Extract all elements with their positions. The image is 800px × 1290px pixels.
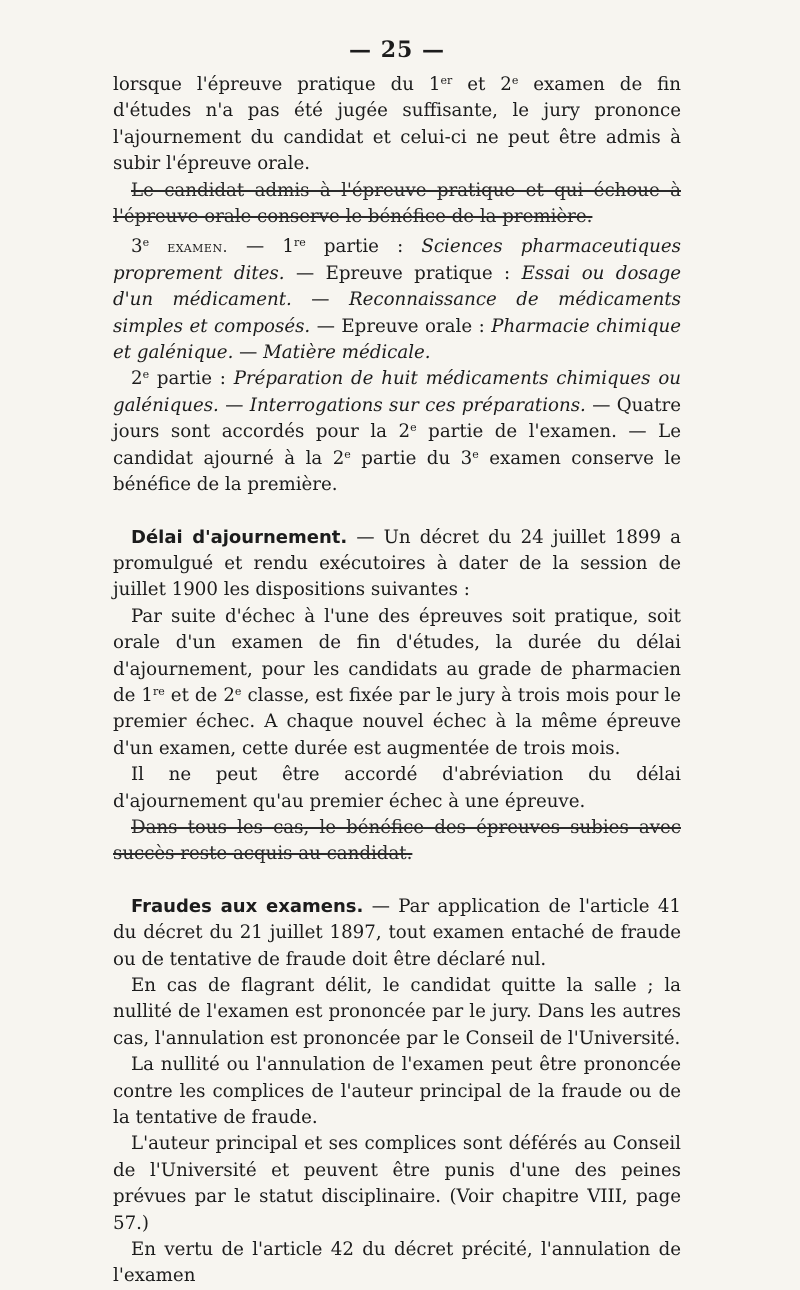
exam3-part2-rest-1: — Quatre jours sont accordés pour la 2 [113, 394, 681, 443]
exam3-part2-rest-sup-1: e [410, 421, 417, 435]
delai-sup-2: e [234, 684, 242, 698]
exam3-oral-1: Pharmacie chimique et galénique. [113, 315, 681, 364]
fraudes-text-1: — Par application de l'article 41 du décret du 21 juillet 1897, tout examen entaché de fraude ou de tentative de fraude doit être déclaré nul. [113, 895, 681, 970]
exam3-part1-dash: — 1 [227, 236, 294, 258]
delai-text-1: — Un décret du 24 juillet 1899 a promulgué et rendu exécutoires à dater de la session de juillet 1900 les dispositions suivantes : [113, 526, 682, 601]
intro-sup-2: e [511, 74, 519, 87]
intro-sup-1: er [440, 74, 453, 87]
exam3-label: examen. [167, 238, 228, 257]
delai-text-2b: et de 2 [164, 684, 235, 706]
fraudes-paragraph-4: L'auteur principal et ses complices sont déférés au Conseil de l'Université et peuvent être punis d'une des peines prévues par le statut disciplinaire. (Voir chapitre VIII, page 57.) [113, 1133, 681, 1234]
fraudes-paragraph-5: En vertu de l'article 42 du décret précité, l'annulation de l'examen [113, 1239, 681, 1287]
exam3-oral-2: Matière médicale. [263, 342, 431, 364]
exam3-part2-dash: — [218, 394, 250, 416]
exam3-part2-rest-2: partie de l'examen. — Le candidat ajourné à la 2 [113, 421, 681, 469]
delai-text-2a: Par suite d'échec à l'une des épreuves soit pratique, soit orale d'un examen de fin d'études, la durée du délai d'ajournement, pour les candidats au grade de pharmacien de 1 [113, 605, 681, 706]
exam3-part1-title: Sciences pharmaceutiques proprement dites. [113, 236, 681, 284]
delai-paragraph-2 [113, 604, 681, 762]
fraudes-heading: Fraudes aux examens. [131, 895, 364, 917]
exam3-dash-1: — [291, 289, 349, 311]
delai-text-2c: classe, est fixée par le jury à trois mois pour le premier échec. A chaque nouvel échec à la même épreuve d'un examen, cette durée est augmentée de trois mois. [113, 684, 681, 759]
delai-heading: Délai d'ajournement. [131, 526, 348, 548]
intro-struck-paragraph: Le candidat admis à l'épreuve pratique et qui échoue à l'épreuve orale conserve le bénéfice de la première. [113, 179, 681, 228]
exam3-part2-rest-sup-3: e [472, 447, 479, 461]
delai-struck-paragraph: Dans tous les cas, le bénéfice des épreuves subies avec succès reste acquis au candidat. [113, 816, 681, 865]
intro-text-2: et 2 [452, 74, 512, 95]
exam3-part2-sup: e [142, 368, 150, 382]
fraudes-paragraph-1 [113, 894, 681, 973]
exam3-part2-title: Préparation de huit médicaments chimiques ou galéniques. [113, 368, 681, 416]
exam3-practical-label: — Epreuve pratique : [284, 262, 522, 284]
exam3-part2-num: 2 [131, 368, 143, 390]
delai-paragraph-1 [113, 525, 681, 604]
exam3-part1-sup: re [293, 236, 306, 250]
intro-text-1: lorsque l'épreuve pratique du 1 [113, 74, 441, 95]
page-number: — 25 — [349, 37, 445, 63]
exam3-num: 3 [131, 236, 143, 258]
exam3-practical-1: Essai ou dosage d'un médicament. [113, 262, 681, 311]
exam3-part2-label: partie : [149, 368, 234, 390]
exam3-num-sup: e [142, 236, 150, 250]
exam3-paragraph [113, 234, 681, 366]
exam3-part2-rest-4: examen conserve le bénéfice de la première. [113, 447, 681, 496]
intro-paragraph [113, 72, 681, 178]
page [113, 30, 681, 1290]
delai-sup-1: re [153, 684, 165, 698]
fraudes-paragraph-3: La nullité ou l'annulation de l'examen peut être prononcée contre les complices de l'auteur principal de la fraude ou de la tentative de fraude. [113, 1054, 681, 1129]
exam3-practical-2: Reconnaissance de médicaments simples et composés. [113, 289, 681, 337]
exam3-part2-rest-sup-2: e [344, 447, 351, 461]
fraudes-paragraph-2: En cas de flagrant délit, le candidat quitte la salle ; la nullité de l'examen est prononcée par le jury. Dans les autres cas, l'annulation est prononcée par le Conseil de l'Université. [113, 975, 681, 1049]
intro-text-3: examen de fin d'études n'a pas été jugée suffisante, le jury prononce l'ajournement du candidat et celui-ci ne peut être admis à subir l'épreuve orale. [113, 74, 681, 175]
exam3-oral-label: — Epreuve orale : [310, 315, 492, 337]
exam3-part2-paragraph [113, 366, 681, 498]
exam3-dash-2: — [233, 342, 264, 364]
exam3-part1-label: partie : [305, 236, 422, 258]
delai-paragraph-3: Il ne peut être accordé d'abréviation du délai d'ajournement qu'au premier échec à une épreuve. [113, 764, 681, 812]
exam3-part2-rest-3: partie du 3 [350, 447, 473, 469]
exam3-part2-inter: Interrogations sur ces préparations. [249, 394, 586, 416]
